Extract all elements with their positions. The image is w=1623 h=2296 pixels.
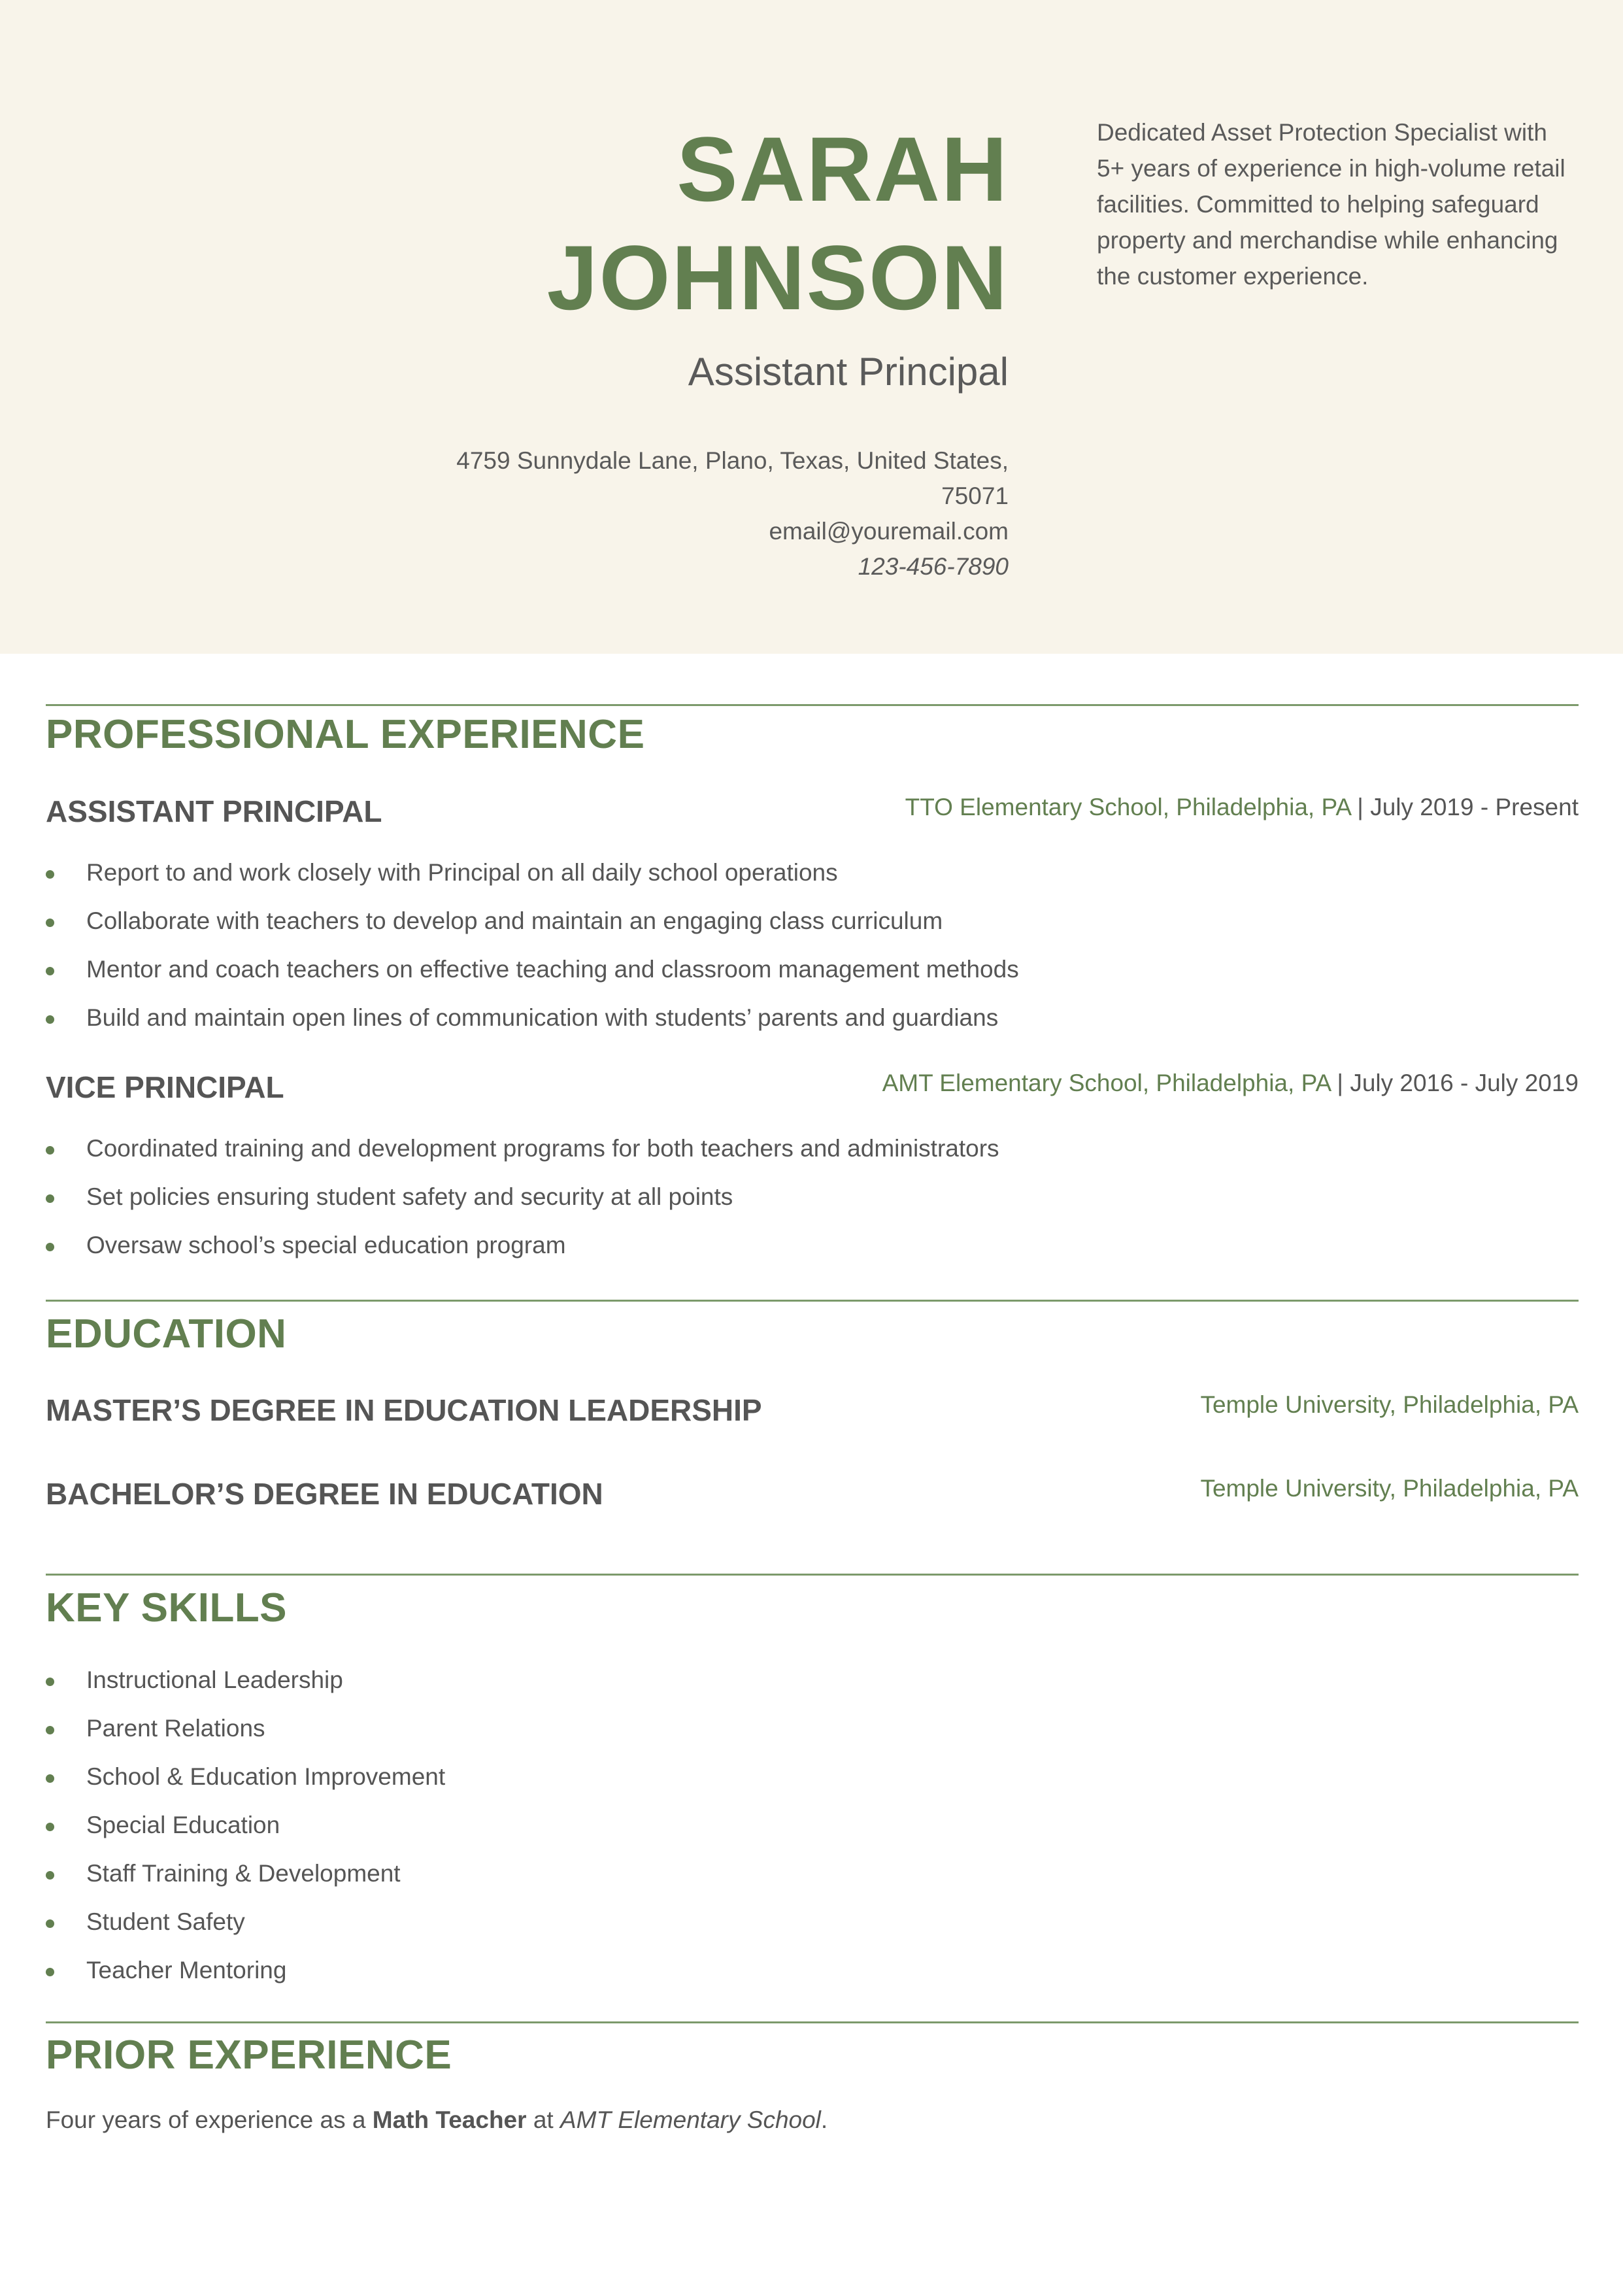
bullet-dot-icon bbox=[46, 1774, 54, 1783]
bullet-dot-icon bbox=[46, 919, 54, 927]
skill-text: Parent Relations bbox=[86, 1715, 265, 1742]
job-dates: July 2019 - Present bbox=[1370, 794, 1579, 820]
bullet-dot-icon bbox=[46, 1871, 54, 1880]
list-item bbox=[46, 1709, 445, 1757]
skill-text: Teacher Mentoring bbox=[86, 1957, 287, 1984]
bullet-dot-icon bbox=[46, 967, 54, 975]
skills-section-title: KEY SKILLS bbox=[46, 1585, 288, 1630]
bullet-dot-icon bbox=[46, 1823, 54, 1831]
prior-school: AMT Elementary School bbox=[560, 2106, 821, 2133]
bullet-text: Coordinated training and development programs for both teachers and administrators bbox=[86, 1135, 999, 1162]
section-divider bbox=[46, 1300, 1579, 1302]
job-meta bbox=[905, 794, 1579, 821]
education-section-title: EDUCATION bbox=[46, 1311, 287, 1357]
resume-header bbox=[0, 0, 1623, 654]
bullet-text: Report to and work closely with Principal on all daily school operations bbox=[86, 859, 838, 886]
education-school: Temple University, Philadelphia, PA bbox=[1200, 1475, 1579, 1502]
address-line-2: 75071 bbox=[941, 482, 1009, 509]
list-item bbox=[46, 1177, 999, 1226]
bullet-dot-icon bbox=[46, 1146, 54, 1155]
section-divider bbox=[46, 1574, 1579, 1576]
list-item bbox=[46, 1902, 445, 1951]
first-name: SARAH bbox=[677, 118, 1009, 220]
list-item bbox=[46, 998, 1019, 1047]
list-item bbox=[46, 950, 1019, 998]
list-item bbox=[46, 1661, 445, 1709]
skill-text: School & Education Improvement bbox=[86, 1763, 446, 1790]
summary: Dedicated Asset Protection Specialist with 5+ years of experience in high-volume retail facilities. Committed to helping safeguard property and merchandise while enhancing the customer experience. bbox=[1097, 119, 1565, 290]
job-title: Assistant Principal bbox=[688, 350, 1009, 394]
bullet-dot-icon bbox=[46, 1726, 54, 1734]
bullet-dot-icon bbox=[46, 1919, 54, 1928]
prior-experience-text bbox=[46, 2106, 828, 2134]
list-item bbox=[46, 902, 1019, 950]
job-separator: | bbox=[1330, 1070, 1350, 1096]
skill-text: Special Education bbox=[86, 1812, 280, 1838]
bullet-dot-icon bbox=[46, 1015, 54, 1024]
last-name: JOHNSON bbox=[546, 226, 1009, 329]
job-dates: July 2016 - July 2019 bbox=[1350, 1070, 1579, 1096]
bullet-text: Collaborate with teachers to develop and maintain an engaging class curriculum bbox=[86, 907, 943, 934]
job-bullets bbox=[46, 1129, 999, 1274]
bullet-dot-icon bbox=[46, 1194, 54, 1203]
list-item bbox=[46, 1226, 999, 1274]
prior-role: Math Teacher bbox=[372, 2106, 527, 2133]
email: email@youremail.com bbox=[769, 518, 1009, 545]
list-item bbox=[46, 1757, 445, 1806]
phone: 123-456-7890 bbox=[858, 553, 1009, 580]
address-line-1: 4759 Sunnydale Lane, Plano, Texas, United States, bbox=[456, 447, 1009, 474]
prior-section-title: PRIOR EXPERIENCE bbox=[46, 2033, 452, 2078]
education-degree: MASTER’S DEGREE IN EDUCATION LEADERSHIP bbox=[46, 1393, 762, 1427]
skill-text: Student Safety bbox=[86, 1908, 245, 1935]
list-item bbox=[46, 1129, 999, 1177]
list-item bbox=[46, 1806, 445, 1854]
job-separator: | bbox=[1350, 794, 1371, 820]
job-role: ASSISTANT PRINCIPAL bbox=[46, 794, 382, 828]
skill-text: Instructional Leadership bbox=[86, 1666, 343, 1693]
bullet-dot-icon bbox=[46, 1678, 54, 1686]
list-item bbox=[46, 1854, 445, 1902]
bullet-text: Mentor and coach teachers on effective teaching and classroom management methods bbox=[86, 956, 1019, 983]
job-meta bbox=[882, 1070, 1579, 1097]
bullet-dot-icon bbox=[46, 870, 54, 879]
candidate-name bbox=[0, 115, 1009, 332]
bullet-dot-icon bbox=[46, 1968, 54, 1976]
job-employer: TTO Elementary School, Philadelphia, PA bbox=[905, 794, 1351, 820]
bullet-text: Build and maintain open lines of communication with students’ parents and guardians bbox=[86, 1004, 999, 1031]
prior-text-middle: at bbox=[526, 2106, 560, 2133]
education-school: Temple University, Philadelphia, PA bbox=[1200, 1391, 1579, 1418]
experience-section-title: PROFESSIONAL EXPERIENCE bbox=[46, 712, 645, 757]
education-degree: BACHELOR’S DEGREE IN EDUCATION bbox=[46, 1477, 603, 1511]
header-identity bbox=[0, 115, 1009, 584]
section-divider bbox=[46, 704, 1579, 706]
contact-block bbox=[0, 443, 1009, 584]
prior-text-after: . bbox=[820, 2106, 828, 2133]
skill-text: Staff Training & Development bbox=[86, 1860, 401, 1887]
job-employer: AMT Elementary School, Philadelphia, PA bbox=[882, 1070, 1331, 1096]
list-item bbox=[46, 853, 1019, 902]
job-bullets bbox=[46, 853, 1019, 1047]
list-item bbox=[46, 1951, 445, 1999]
job-role: VICE PRINCIPAL bbox=[46, 1070, 284, 1104]
skills-list bbox=[46, 1661, 445, 1999]
bullet-text: Set policies ensuring student safety and security at all points bbox=[86, 1183, 733, 1210]
section-divider bbox=[46, 2021, 1579, 2023]
bullet-text: Oversaw school’s special education program bbox=[86, 1232, 566, 1258]
prior-text-before: Four years of experience as a bbox=[46, 2106, 373, 2133]
bullet-dot-icon bbox=[46, 1243, 54, 1251]
